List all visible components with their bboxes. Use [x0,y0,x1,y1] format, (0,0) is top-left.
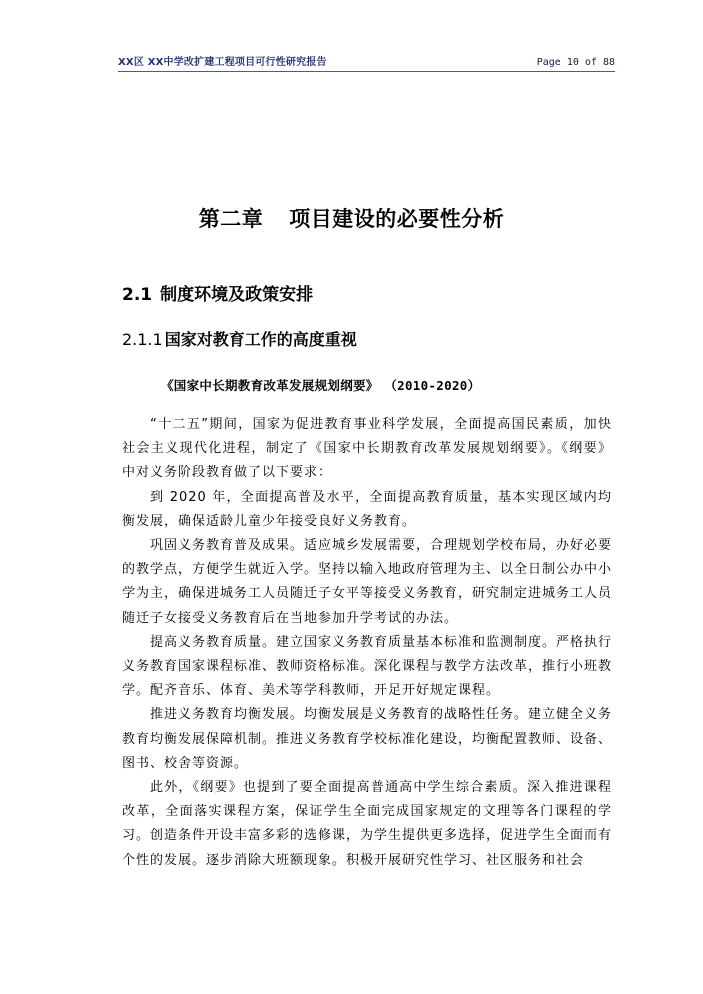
chapter-number: 第二章 [198,207,264,231]
document-title: 《国家中长期教育改革发展规划纲要》 [161,378,379,393]
document-heading [161,376,480,394]
paragraph: 推进义务教育均衡发展。均衡发展是义务教育的战略性任务。建立健全义务教育均衡发展保障机制。推进义务教育学校标准化建设，均衡配置教师、设备、图书、校舍等资源。 [122,707,613,771]
subsection-heading [122,327,357,350]
document-years: （2010-2020） [390,378,481,393]
subsection-title: 国家对教育工作的高度重视 [164,330,357,349]
paragraph: 巩固义务教育普及成果。适应城乡发展需要，合理规划学校布局，办好必要的教学点，方便学生就近入学。坚持以输入地政府管理为主、以全日制公办中小学为主，确保进城务工人员随迁子女平等接受义务教育，研究制定进城务工人员随迁子女接受义务教育后在当地参加升学考试的办法。 [122,538,613,626]
section-heading [122,280,313,305]
subsection-number: 2.1.1 [122,330,163,349]
paragraph: 到 2020 年，全面提高普及水平，全面提高教育质量，基本实现区域内均衡发展，确保适龄儿童少年接受良好义务教育。 [122,489,612,529]
paragraph: “十二五”期间，国家为促进教育事业科学发展，全面提高国民素质，加快社会主义现代化进程，制定了《国家中长期教育改革发展规划纲要》。《纲要》中对义务阶段教育做了以下要求： [122,417,612,481]
section-number: 2.1 [122,285,153,305]
paragraph: 提高义务教育质量。建立国家义务教育质量基本标准和监测制度。严格执行义务教育国家课程标准、教师资格标准。深化课程与教学方法改革，推行小班教学。配齐音乐、体育、美术等学科教师，开足开好规定课程。 [122,634,613,699]
chapter-title [0,203,703,233]
header-title: XX区 XX中学改扩建工程项目可行性研究报告 [118,57,327,68]
page-number: Page 10 of 88 [536,57,615,68]
body-text [122,413,612,873]
page-header [118,50,615,72]
chapter-name: 项目建设的必要性分析 [289,207,505,231]
paragraph: 此外，《纲要》也提到了要全面提高普通高中学生综合素质。深入推进课程改革，全面落实课程方案，保证学生全面完成国家规定的文理等各门课程的学习。创造条件开设丰富多彩的选修课，为学生提供更多选择，促进学生全面而有个性的发展。逐步消除大班额现象。积极开展研究性学习、社区服务和社会 [122,780,613,868]
section-title: 制度环境及政策安排 [160,285,314,305]
